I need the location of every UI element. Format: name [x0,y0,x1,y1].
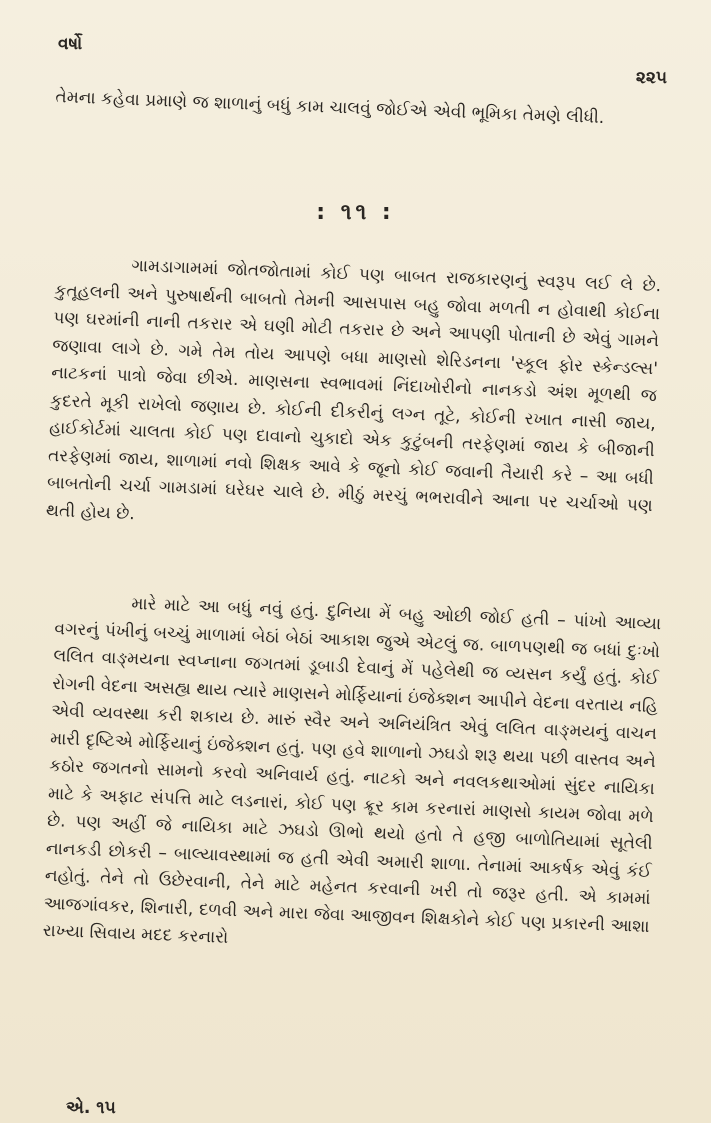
paragraph-2-text: મારે માટે આ બધું નવું હતું. દુનિયા મેં બહુ ઓછી જોઈ હતી – પાંખો આવ્યા વગરનું પંખીનું બચ્ચું માળામાં બેઠાં બેઠાં આકાશ જુએ એટલું જ. બાળપણથી જ બધાં દુઃખો લલિત વાઙ્મયના સ્વપ્નાના જગતમાં ડૂબાડી દેવાનું મેં પહેલેથી જ વ્યસન કર્યું હતું. કોઈ રોગની વેદના અસહ્ય થાય ત્યારે માણસને મોર્ફિયાનાં ઇંજેક્શન આપીને વેદના વરતાય નહિ એવી વ્યવસ્થા કરી શકાય છે. મારું સ્વૈર અને અનિયંત્રિત એવું લલિત વાઙ્મયનું વાચન મારી દૃષ્ટિએ મોર્ફિયાનું ઇંજેક્શન હતું. પણ હવે શાળાનો ઝઘડો શરૂ થયા પછી વાસ્તવ અને કઠોર જગતનો સામનો કરવો અનિવાર્ય હતું. નાટકો અને નવલકથાઓમાં સુંદર નાયિકા માટે કે અફાટ સંપત્તિ માટે લડનારાં, કોઈ પણ ક્રૂર કામ કરનારાં માણસો કાયમ જોવા મળે છે. પણ અહીં જે નાયિકા માટે ઝઘડો ઊભો થયો હતો તે હજી બાળોતિયામાં સૂતેલી નાનકડી છોકરી – બાલ્યાવસ્થામાં જ હતી એવી અમારી શાળા. તેનામાં આકર્ષક એવું કંઈ નહોતું. તેને તો ઉછેરવાની, તેને માટે મહેનત કરવાની ખરી તો જરૂર હતી. એ કામમાં આજગાંવકર, શિનારી, દળવી અને મારા જેવા આજીવન શિક્ષકોને કોઈ પણ પ્રકારની આશા રાખ્યા સિવાય મદદ કરનારો [42,593,662,948]
paragraph-2 [42,588,661,968]
continuation-paragraph [55,84,662,135]
paragraph-1-text: ગામડાગામમાં જોતજોતામાં કોઈ પણ બાબત રાજકારણનું સ્વરૂપ લઈ લે છે. કુતૂહલની અને પુરુષાર્થની બાબતો તેમની આસપાસ બહુ જોવા મળતી ન હોવાથી કોઈના પણ ઘરમાંની નાની તકરાર એ ઘણી મોટી તકરાર છે અને આપણી પોતાની છે એવું ગામને જણાવા લાગે છે. ગમે તેમ તોય આપણે બધા માણસો શેરિડનના 'સ્કૂલ ફોર સ્કેન્ડલ્સ' નાટકનાં પાત્રો જેવા છીએ. માણસના સ્વભાવમાં નિંદાખોરીનો નાનકડો અંશ મૂળથી જ કુદરતે મૂકી રાખેલો જણાય છે. કોઈની દીકરીનું લગ્ન તૂટે, કોઈની રખાત નાસી જાય, હાઈકોર્ટમાં ચાલતા કોઈ પણ દાવાનો ચુકાદો એક કુટુંબની તરફેણમાં જાય કે બીજાની તરફેણમાં જાય, શાળામાં નવો શિક્ષક આવે કે જૂનો કોઈ જવાની તૈયારી કરે – આ બધી બાબતોની ચર્ચા ગામડામાં ઘરેઘર ચાલે છે. મીઠું મરચું ભભરાવીને આના પર ચર્ચાઓ પણ થતી હોય છે. [45,255,662,524]
paragraph-1 [45,250,661,548]
running-head: વર્ષો [58,34,83,54]
chapter-heading: : ૧૧ : [316,200,395,225]
footer-mark: એ. ૧૫ [66,1098,116,1118]
page-number: ૨૨૫ [635,68,667,88]
continuation-text: તેમના કહેવા પ્રમાણે જ શાળાનું બધું કામ ચાલવું જોઈએ એવી ભૂમિકા તેમણે લીધી. [55,86,605,129]
